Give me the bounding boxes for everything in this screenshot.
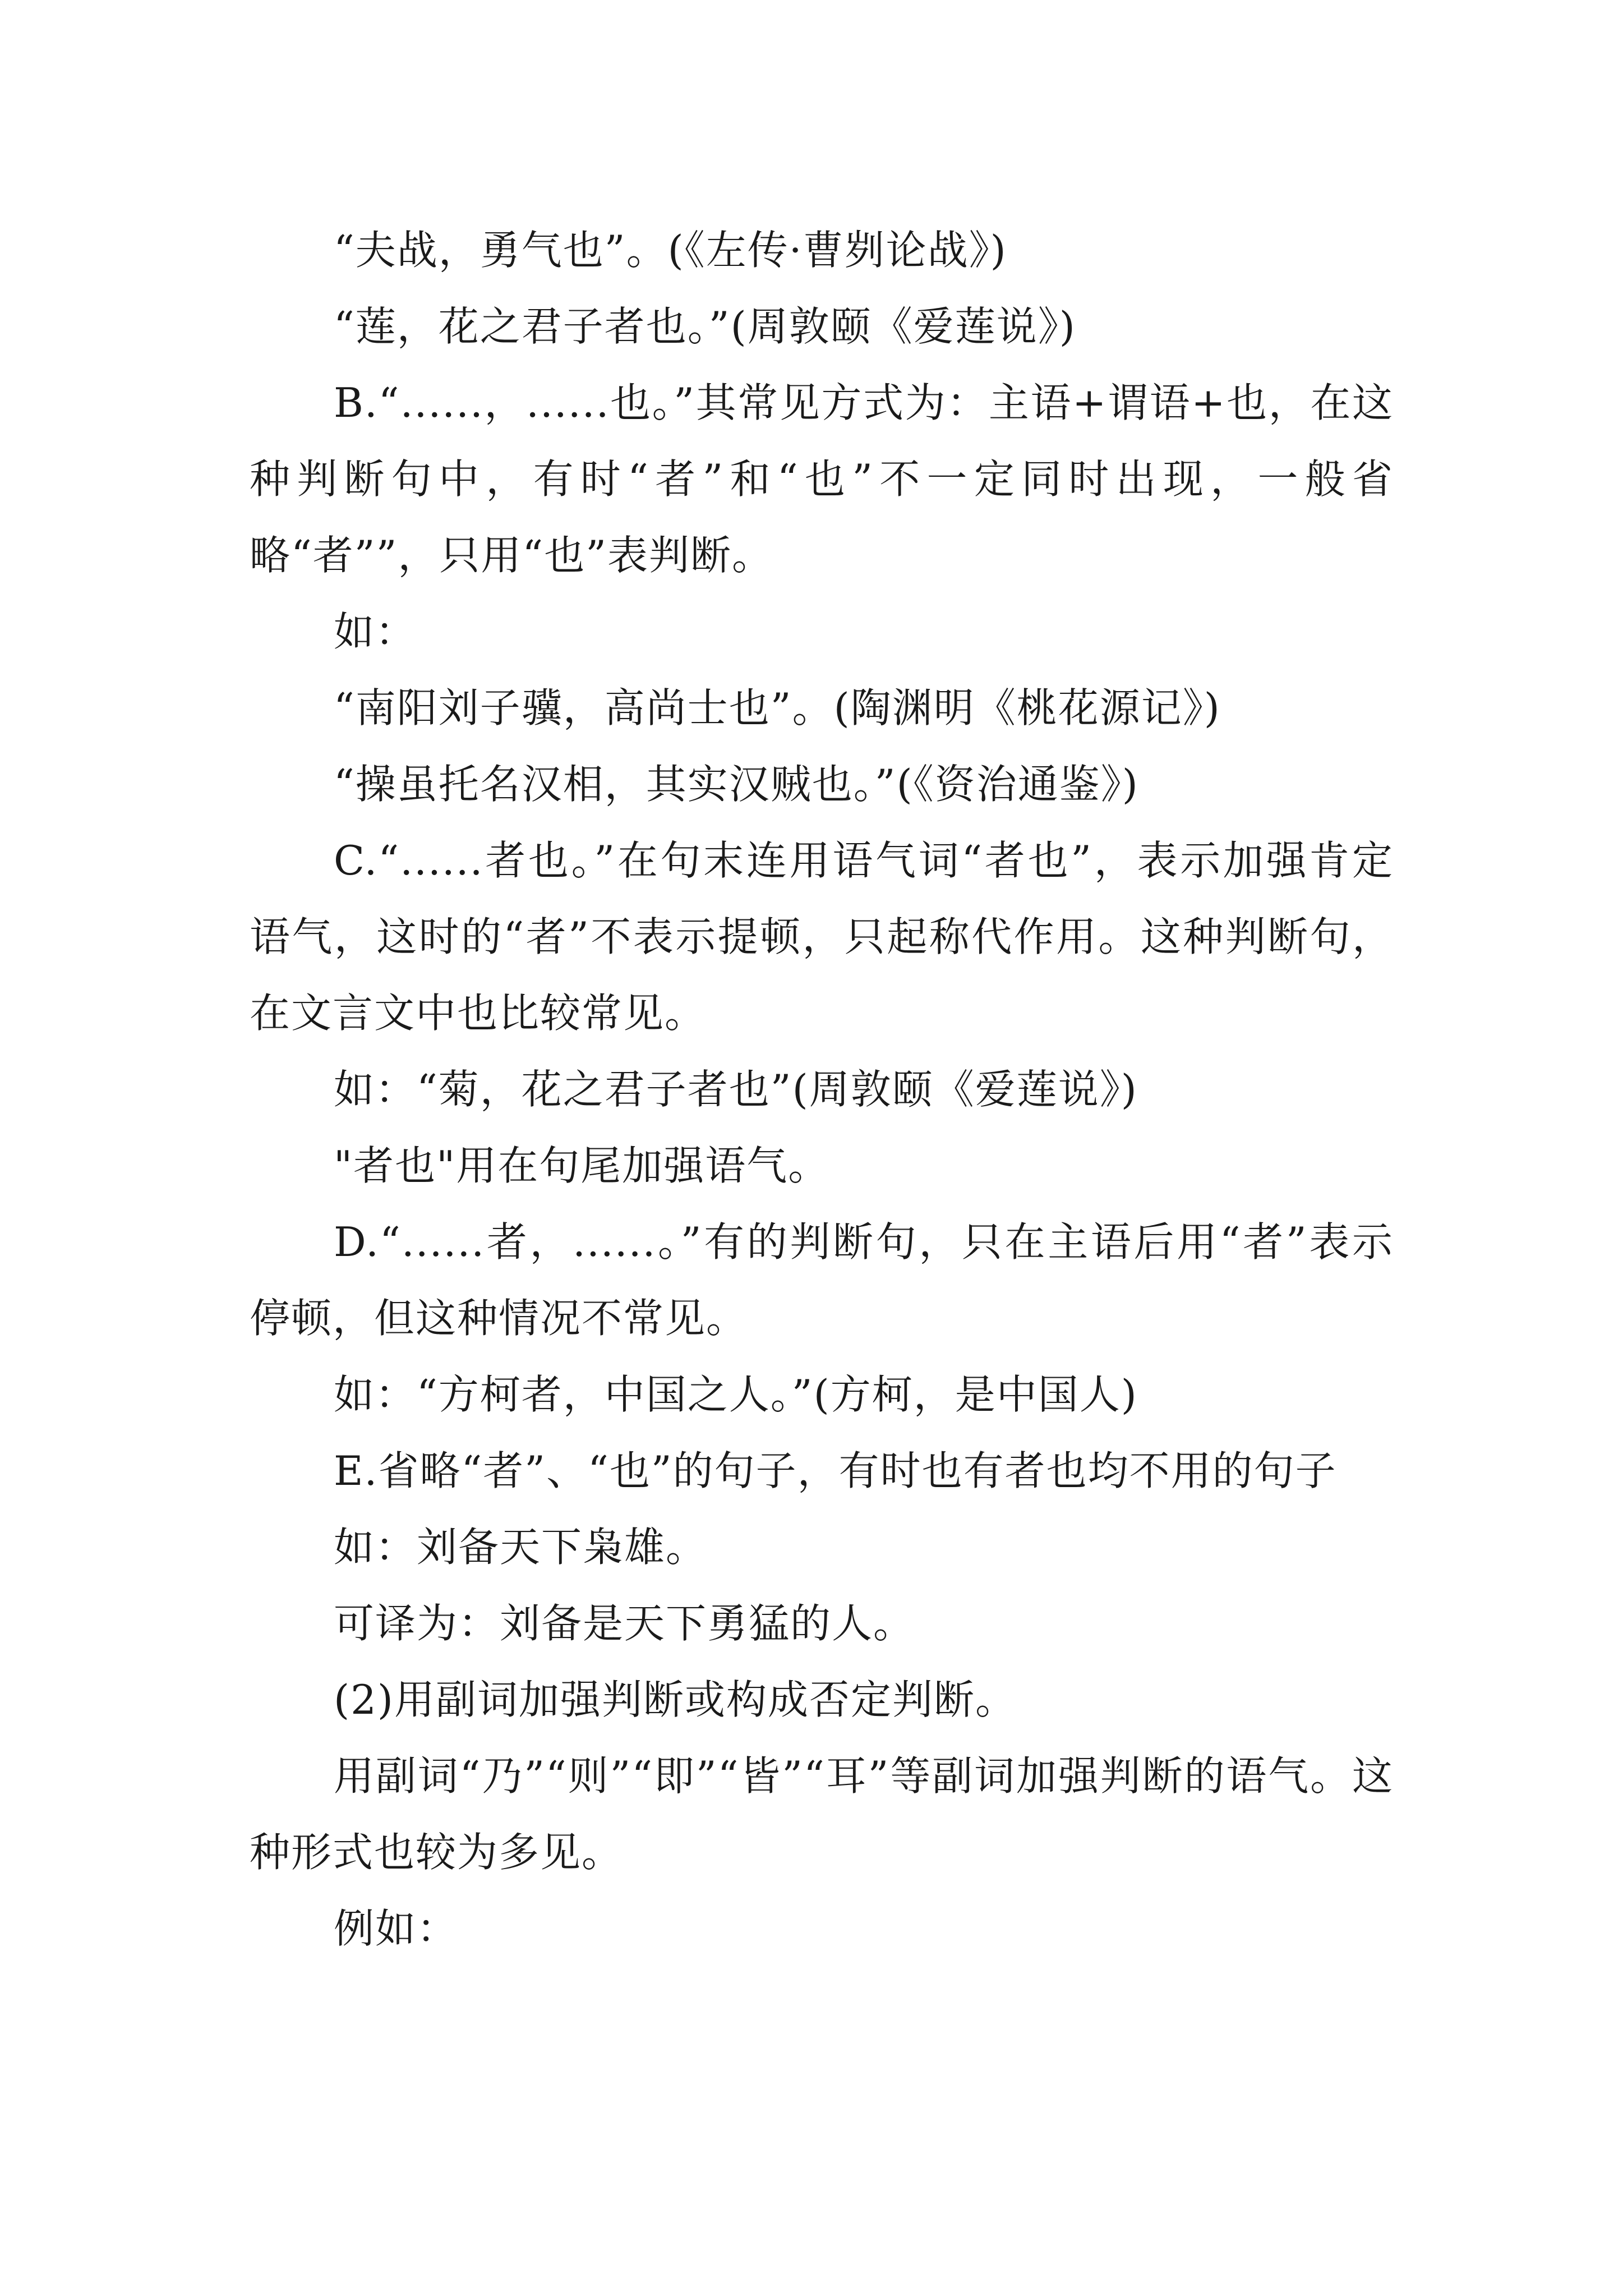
paragraph-example-liubei: 如：刘备天下枭雄。 (334, 1524, 708, 1571)
paragraph-type-e: E.省略“者”、“也”的句子，有时也有者也均不用的句子 (334, 1447, 1337, 1494)
paragraph-ru-label: 如： (334, 608, 417, 655)
paragraph-liru-label: 例如： (334, 1905, 459, 1952)
paragraph-adverb-description: 用副词“乃”“则”“即”“皆”“耳”等副词加强判断的语气。这种形式也较为多见。 (250, 1752, 1394, 1876)
paragraph-example-zizhitongjian: “操虽托名汉相，其实汉贼也。”(《资治通鉴》) (334, 761, 1139, 808)
paragraph-example-ju: 如：“菊，花之君子者也”(周敦颐《爱莲说》) (334, 1066, 1138, 1113)
paragraph-type-c: C.“......者也。”在句末连用语气词“者也”，表示加强肯定语气，这时的“者”不表示提顿，只起称代作用。这种判断句，在文言文中也比较常见。 (250, 837, 1394, 1037)
paragraph-type-b: B.“......，......也。”其常见方式为：主语+谓语+也，在这种判断句中，有时“者”和“也”不一定同时出现，一般省略“者””，只用“也”表判断。 (250, 379, 1394, 579)
paragraph-type-d: D.“......者，......。”有的判断句，只在主语后用“者”表示停顿，但这种情况不常见。 (250, 1218, 1394, 1342)
paragraph-example-fangke: 如：“方柯者，中国之人。”(方柯，是中国人) (334, 1371, 1138, 1418)
paragraph-zheye-note: "者也"用在句尾加强语气。 (334, 1142, 830, 1189)
paragraph-translation-liubei: 可译为：刘备是天下勇猛的人。 (334, 1600, 915, 1647)
paragraph-example-taohuayuan: “南阳刘子骥，高尚士也”。(陶渊明《桃花源记》) (334, 684, 1221, 731)
paragraph-section-2: (2)用副词加强判断或构成否定判断。 (334, 1676, 1017, 1723)
paragraph-example-ailianshuo: “莲，花之君子者也。”(周敦颐《爱莲说》) (334, 303, 1076, 350)
document-body (250, 212, 1394, 1967)
paragraph-example-zuozhuan: “夫战，勇气也”。(《左传·曹刿论战》) (334, 227, 1007, 274)
